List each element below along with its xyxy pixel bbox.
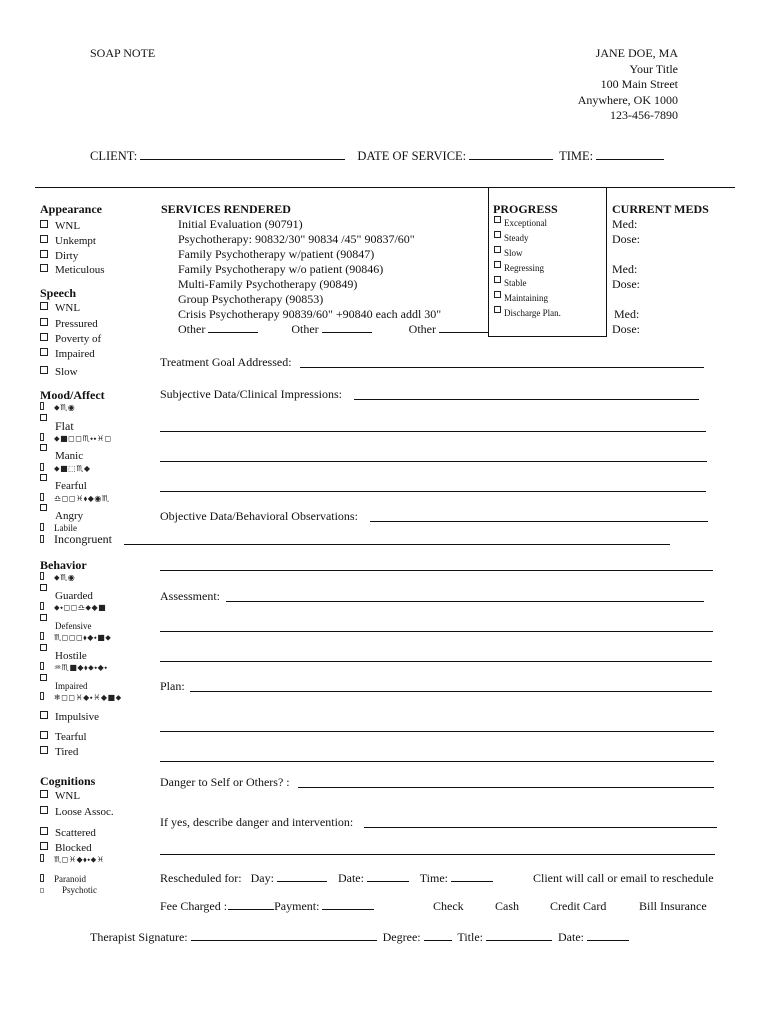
appearance-meticulous[interactable]: Meticulous [40, 262, 105, 277]
therapist-title: Your Title [629, 61, 678, 76]
progress-stable[interactable]: Stable [494, 275, 527, 290]
cognitions-psychotic[interactable]: Psychotic [40, 882, 97, 897]
mood-glyph-row: ⬥■◻◻♏⬩⬩♓◻ [40, 430, 112, 446]
bullet-icon [40, 692, 44, 700]
time-label: Time: [419, 871, 449, 885]
objective-field[interactable] [370, 521, 708, 522]
title-field[interactable] [486, 930, 552, 941]
date-of-service-field[interactable] [469, 149, 553, 160]
cognitions-heading: Cognitions [40, 774, 96, 788]
other-field[interactable] [439, 322, 489, 333]
dose-label[interactable]: Dose: [612, 322, 640, 336]
checkbox[interactable] [40, 318, 48, 326]
phone-number: 123-456-7890 [610, 108, 678, 122]
fee-label: Fee Charged : [160, 899, 228, 913]
checkbox[interactable] [40, 302, 48, 310]
bullet-icon [40, 523, 44, 531]
client-label: CLIENT: [90, 149, 138, 163]
danger-intervention-label: If yes, describe danger and intervention: [160, 815, 354, 829]
mood-manic[interactable] [40, 443, 50, 457]
behavior-guarded-label: Guarded [55, 590, 93, 602]
checkbox[interactable] [40, 842, 48, 850]
progress-steady[interactable]: Steady [494, 230, 529, 245]
behavior-hostile-label: Hostile [55, 650, 87, 662]
day-label: Day: [250, 871, 274, 885]
service-other-row: Other Other Other [178, 322, 492, 336]
appearance-heading: Appearance [40, 202, 102, 216]
mood-incongruent[interactable]: Incongruent [40, 532, 112, 546]
bullet-icon [40, 874, 44, 882]
progress-discharge[interactable]: Discharge Plan. [494, 305, 561, 320]
checkbox[interactable] [40, 348, 48, 356]
behavior-impulsive[interactable]: Impulsive [40, 709, 99, 724]
signature-field[interactable] [191, 930, 377, 941]
mood-glyph-row: ♎◻◻♓⬧◆◉♏ [40, 490, 110, 506]
checkbox[interactable] [40, 731, 48, 739]
fee-field[interactable] [228, 899, 274, 910]
service-line[interactable]: Initial Evaluation (90791) [178, 217, 303, 231]
client-will-call-note: Client will call or email to reschedule [533, 871, 714, 885]
section-divider [35, 187, 735, 188]
danger-label: Danger to Self or Others? : [160, 775, 290, 789]
degree-field[interactable] [424, 930, 452, 941]
cognitions-wnl[interactable]: WNL [40, 788, 80, 803]
bullet-icon [40, 433, 44, 441]
services-heading: SERVICES RENDERED [161, 202, 291, 216]
assessment-field[interactable] [226, 601, 704, 602]
subjective-line[interactable] [160, 491, 706, 492]
assessment-line[interactable] [160, 631, 713, 632]
checkbox[interactable] [40, 644, 47, 651]
form-title: SOAP NOTE [90, 46, 156, 60]
service-line[interactable]: Psychotherapy: 90832/30" 90834 /45" 90837/60" [178, 232, 415, 246]
checkbox[interactable] [40, 220, 48, 228]
checkbox[interactable] [40, 264, 48, 272]
checkbox[interactable] [40, 250, 48, 258]
payment-label: Payment: [274, 899, 320, 913]
danger-field[interactable] [298, 787, 714, 788]
checkbox[interactable] [40, 674, 47, 681]
mood-heading: Mood/Affect [40, 388, 105, 402]
cognitions-blocked[interactable]: Blocked [40, 840, 92, 855]
assessment-label: Assessment: [160, 589, 220, 603]
reschedule-time-field[interactable] [451, 871, 493, 882]
mood-angry[interactable] [40, 503, 50, 517]
title-label: Title: [457, 930, 483, 944]
checkbox[interactable] [494, 291, 501, 298]
time-label: TIME: [559, 149, 594, 163]
checkbox[interactable] [494, 306, 501, 313]
checkbox[interactable] [40, 614, 47, 621]
speech-slow[interactable]: Slow [40, 364, 78, 379]
treatment-goal-label: Treatment Goal Addressed: [160, 355, 292, 369]
checkbox[interactable] [494, 261, 501, 268]
behavior-heading: Behavior [40, 558, 87, 572]
cognitions-loose[interactable]: Loose Assoc. [40, 804, 114, 819]
behavior-glyph-row: ❄◻◻♓◆⬩♓◆■⬥ [40, 689, 122, 705]
behavior-tearful[interactable]: Tearful [40, 729, 87, 744]
signature-row [90, 930, 632, 944]
bullet-icon [40, 632, 44, 640]
plan-label: Plan: [160, 679, 185, 693]
bullet-icon [40, 535, 44, 543]
progress-slow[interactable]: Slow [494, 245, 523, 260]
plan-line[interactable] [160, 761, 714, 762]
speech-heading: Speech [40, 286, 76, 300]
speech-impaired[interactable]: Impaired [40, 346, 95, 361]
appearance-dirty[interactable]: Dirty [40, 248, 78, 263]
danger-intervention-field[interactable] [364, 827, 717, 828]
checkbox[interactable] [40, 366, 48, 374]
bullet-icon [40, 572, 44, 580]
mood-angry-label: Angry [55, 510, 84, 522]
address-city: Anywhere, OK 1000 [577, 92, 678, 107]
subjective-field[interactable] [354, 399, 699, 400]
therapist-name: JANE DOE, MA [595, 46, 678, 60]
checkbox[interactable] [494, 246, 501, 253]
mood-fearful-label: Fearful [55, 480, 87, 492]
checkbox[interactable] [40, 504, 47, 511]
checkbox[interactable] [40, 746, 48, 754]
checkbox[interactable] [40, 474, 47, 481]
incongruent-line[interactable] [124, 544, 670, 545]
checkbox[interactable] [40, 790, 48, 798]
med-label[interactable]: Med: [614, 307, 640, 321]
address-street: 100 Main Street [600, 77, 678, 91]
payment-credit-card[interactable]: Credit Card [550, 899, 607, 913]
client-row [90, 149, 667, 163]
time-field[interactable] [596, 149, 664, 160]
dose-label[interactable]: Dose: [612, 277, 640, 291]
service-line[interactable]: Crisis Psychotherapy 90839/60" +90840 each addl 30" [178, 307, 442, 321]
service-line[interactable]: Group Psychotherapy (90853) [178, 292, 324, 306]
date-label: Date: [558, 930, 584, 944]
bullet-icon [40, 888, 44, 893]
checkbox[interactable] [40, 333, 48, 341]
speech-poverty[interactable]: Poverty of [40, 331, 101, 346]
reschedule-date-field[interactable] [367, 871, 409, 882]
payment-field[interactable] [322, 899, 374, 910]
signature-date-field[interactable] [587, 930, 629, 941]
mood-fearful[interactable] [40, 473, 50, 487]
day-field[interactable] [277, 871, 327, 882]
subjective-line[interactable] [160, 431, 706, 432]
plan-line[interactable] [160, 731, 714, 732]
appearance-wnl[interactable]: WNL [40, 218, 80, 233]
speech-wnl[interactable]: WNL [40, 300, 80, 315]
payment-bill-insurance[interactable]: Bill Insurance [639, 899, 707, 913]
therapist-address [578, 46, 678, 124]
subjective-label: Subjective Data/Clinical Impressions: [160, 387, 342, 401]
mood-flat-label: Flat [55, 419, 74, 433]
behavior-glyph-row: ♏◻◻◻⬧◆⬩■⬥ [40, 629, 111, 645]
checkbox[interactable] [40, 444, 47, 451]
mood-flat[interactable] [40, 413, 50, 427]
other-field[interactable] [208, 322, 258, 333]
bullet-icon [40, 662, 44, 670]
behavior-defensive-label: Defensive [55, 621, 92, 631]
mood-manic-label: Manic [55, 450, 84, 462]
checkbox[interactable] [494, 276, 501, 283]
subjective-line[interactable] [160, 461, 707, 462]
med-label[interactable]: Med: [612, 262, 638, 276]
behavior-defensive[interactable] [40, 613, 50, 627]
assessment-line[interactable] [160, 661, 712, 662]
cognitions-scattered[interactable]: Scattered [40, 825, 96, 840]
other-field[interactable] [322, 322, 372, 333]
behavior-impaired[interactable] [40, 673, 50, 687]
mood-glyph-row: ⬥■⬚♏◆ [40, 460, 91, 476]
bullet-icon [40, 854, 44, 862]
date-of-service-label: DATE OF SERVICE: [357, 149, 467, 163]
checkbox[interactable] [40, 827, 48, 835]
behavior-hostile[interactable] [40, 643, 50, 657]
plan-field[interactable] [190, 691, 712, 692]
service-line[interactable]: Multi-Family Psychotherapy (90849) [178, 277, 358, 291]
progress-heading: PROGRESS [493, 202, 558, 216]
danger-intervention-line[interactable] [160, 854, 715, 855]
behavior-impaired-label: Impaired [55, 681, 88, 691]
payment-cash[interactable]: Cash [495, 899, 519, 913]
dose-label[interactable]: Dose: [612, 232, 640, 246]
bullet-icon [40, 493, 44, 501]
checkbox[interactable] [494, 231, 501, 238]
bullet-icon [40, 602, 44, 610]
date-label: Date: [337, 871, 364, 885]
progress-regressing[interactable]: Regressing [494, 260, 544, 275]
bullet-icon [40, 402, 44, 410]
reschedule-row [160, 871, 496, 885]
behavior-glyph-row: ♒♏■◆⬧⬥⬩◆⬩ [40, 659, 108, 675]
treatment-goal-field[interactable] [300, 367, 704, 368]
behavior-glyph-row: ⬥⬩◻◻♎⬥◆■ [40, 599, 106, 615]
degree-label: Degree: [382, 930, 421, 944]
bullet-icon [40, 463, 44, 471]
checkbox[interactable] [40, 235, 48, 243]
speech-pressured[interactable]: Pressured [40, 316, 98, 331]
progress-maintaining[interactable]: Maintaining [494, 290, 548, 305]
med-label[interactable]: Med: [612, 217, 638, 231]
payment-check[interactable]: Check [433, 899, 464, 913]
checkbox[interactable] [40, 806, 48, 814]
behavior-guarded[interactable] [40, 583, 50, 597]
fee-row [160, 899, 377, 913]
mood-labile[interactable]: Labile [40, 520, 77, 535]
checkbox[interactable] [40, 711, 48, 719]
rescheduled-label: Rescheduled for: [160, 871, 242, 885]
cognitions-glyph-row: ♏◻♓◆⬧⬩⬥♓ [40, 851, 104, 867]
checkbox[interactable] [494, 216, 501, 223]
objective-line[interactable] [160, 570, 713, 571]
client-field[interactable] [140, 149, 345, 160]
checkbox[interactable] [40, 584, 47, 591]
meds-heading: CURRENT MEDS [612, 202, 709, 216]
service-line[interactable]: Family Psychotherapy w/patient (90847) [178, 247, 375, 261]
service-line[interactable]: Family Psychotherapy w/o patient (90846) [178, 262, 384, 276]
cognitions-paranoid[interactable]: Paranoid [40, 871, 86, 886]
behavior-tired[interactable]: Tired [40, 744, 78, 759]
appearance-unkempt[interactable]: Unkempt [40, 233, 96, 248]
progress-exceptional[interactable]: Exceptional [494, 215, 547, 230]
mood-glyph-row: ⬥♏◉ [40, 399, 75, 415]
signature-label: Therapist Signature: [90, 930, 188, 944]
behavior-glyph-row: ⬥♏◉ [40, 569, 75, 585]
checkbox[interactable] [40, 414, 47, 421]
objective-label: Objective Data/Behavioral Observations: [160, 509, 358, 523]
